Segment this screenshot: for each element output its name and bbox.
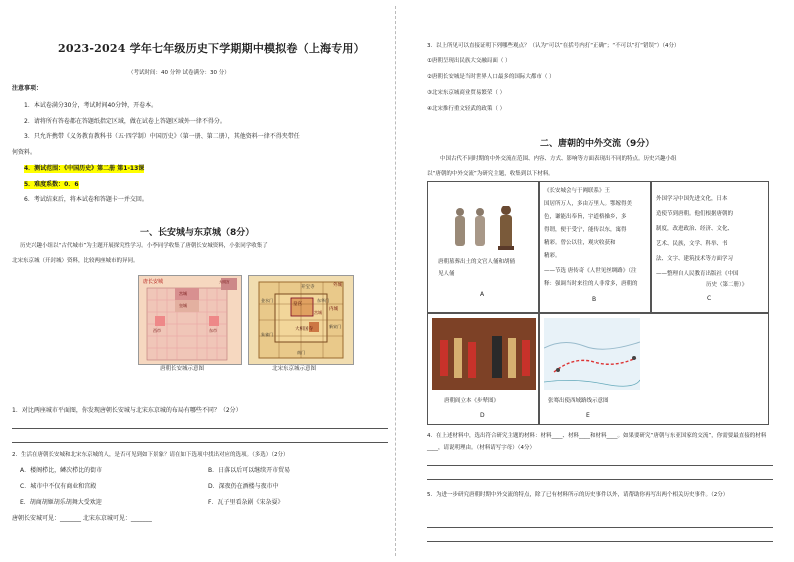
material-b-line-5: 精彩。曾公以往，观灾收获和 <box>544 240 616 246</box>
material-c-letter: C <box>707 295 712 302</box>
section1-intro-1: 历史兴趣小组以“古代城市”为主题开展探究性学习。小李同学收集了唐朝长安城资料，小张同学收集了 <box>20 243 268 249</box>
figurines-image <box>438 206 548 266</box>
note-5: 5．难度系数：0．6 <box>24 181 79 188</box>
material-a-caption-2: 见人俑 <box>438 271 455 277</box>
material-b-line-8: 释：强调当时来往的人非常多，唐朝的 <box>544 281 638 287</box>
changan-map-caption: 唐朝长安城示意图 <box>160 366 205 372</box>
note-4: 4．测试范围：《中国历史》第二册 第1-13课 <box>24 165 145 172</box>
material-d-letter: D <box>480 412 485 419</box>
left-column <box>0 0 390 562</box>
q3-item-2: ②唐朝长安城是当时世界人口最多的国际大都市（ ） <box>427 74 555 80</box>
option-e: E．胡商胡姬胡乐胡舞大受欢迎 <box>20 499 102 506</box>
material-c <box>651 181 769 313</box>
changan-east-market-label: 东市 <box>209 328 217 333</box>
material-e-letter: E <box>586 412 590 419</box>
dongjing-outer-city-label: 外城 <box>333 283 342 288</box>
note-2: 2．请将所有答卷都在答题纸指定区域，做在试卷上答题区域外一律不得分。 <box>24 118 226 125</box>
option-d: D．深夜仍在酒楼与夜市中 <box>208 483 279 490</box>
section2-intro-1: 中国古代不同时期的中外交流在范围、内容、方式、影响等方面表现出不同的特点。历史兴趣小组 <box>440 156 677 162</box>
material-a <box>427 181 539 313</box>
q5-answer-line-1[interactable] <box>427 527 773 528</box>
changan-map-label: 唐长安城 <box>143 279 164 285</box>
q4-answer-line-2[interactable] <box>427 479 773 480</box>
dongjing-jinshui-gate-label: 金水门 <box>261 298 273 303</box>
note-3: 3．只允许携带《义务教育教科书（五·四学制）中国历史》（第一册、第二册），其他资料一律不得夹带任 <box>24 133 300 140</box>
dongjing-map-caption: 北宋东京城示意图 <box>272 366 317 372</box>
changan-daming-palace-label: 大明宫 <box>219 280 230 284</box>
q5-answer-line-2[interactable] <box>427 541 773 542</box>
material-b-line-6: 精彩。 <box>544 253 561 259</box>
right-column <box>400 0 794 562</box>
material-c-line-5: 法、文字、建筑技术等方面学习 <box>656 256 734 262</box>
dongjing-zhuque-gate-label: 朱雀门 <box>261 332 273 337</box>
material-b-line-4: 得谓，便于受宁，能传以东，寓得 <box>544 227 627 233</box>
material-c-line-6: ——整理自人民教育出版社《中国 <box>656 271 739 277</box>
column-divider <box>395 6 396 556</box>
q3-item-3: ③北宋东京城商业贸易繁荣（ ） <box>427 90 506 96</box>
material-b <box>539 181 651 313</box>
section2-intro-2: 以“唐朝的中外交流”为研究主题，收集到以下材料。 <box>427 171 554 177</box>
material-d-caption: 唐朝阎立本《步辇图》 <box>444 398 500 404</box>
material-b-line-3: 色，谦能出奉旨，宇道格操乡，多 <box>544 214 627 220</box>
question-3: 3．以上所见可以直接证明下列哪些观点？（认为“可以”在括号内打“正确”；“不可以”打“错误”）（4分） <box>427 43 680 49</box>
painting-image <box>432 318 536 390</box>
material-b-letter: B <box>592 296 597 303</box>
q1-answer-line-2[interactable] <box>12 442 388 443</box>
note-6: 6．考试结束后，将本试卷和答题卡一并交回。 <box>24 196 148 203</box>
material-e <box>539 313 769 425</box>
q3-item-4: ④北宋推行重文轻武的政策（ ） <box>427 106 506 112</box>
question-4: 4．在上述材料中，选出符合研究主题的材料：材料____、材料____和材料____。如果要研究“唐朝与东亚国家的交流”，你需要最直接的材料____，请说明理由。（材料请写字母）（4分） <box>427 433 767 451</box>
dongjing-inner-city-label: 内城 <box>329 307 338 312</box>
changan-west-market-label: 西市 <box>153 328 161 333</box>
note-1: 1．本试卷满分30分，考试时间40分钟，开卷本。 <box>24 102 158 109</box>
material-c-line-4: 艺术、民族，文学、科举、书 <box>656 241 728 247</box>
material-b-line-7: ——节选 唐传奇《人世见丝绸路》（注 <box>544 268 637 274</box>
material-b-line-1: 《长安城会与于阗联系》王 <box>544 188 611 194</box>
material-e-caption: 张骞出使西域路线示意图 <box>548 398 609 404</box>
section1-intro-2: 北宋东京城（开封城）资料，比较两座城市的异同。 <box>12 258 139 264</box>
changan-map <box>138 275 242 365</box>
question-5: 5．为进一步研究唐朝时期中外交流的特点，除了已有材料所示的历史事件以外，请帮助你再写出两个相关历史事件。（2分） <box>427 492 729 498</box>
section1-title: 一、长安城与东京城（8分） <box>140 228 255 238</box>
material-b-line-2: 国居所万人，多由万里人。鄂嫁得美 <box>544 201 633 207</box>
changan-imperial-city-label: 皇城 <box>179 303 187 308</box>
option-c: C．城市中不仅有商业和宫殿 <box>20 483 97 490</box>
material-a-caption: 唐朝墓葬出土的文官人俑和胡俑 <box>438 259 516 265</box>
exam-subtitle: （考试时间：40 分钟 试卷满分：30 分） <box>128 70 230 76</box>
option-a: A．楼阁栉比，鳞次栉比的街市 <box>20 467 103 474</box>
changan-palace-label: 宫城 <box>179 291 187 296</box>
note-3-cont: 何资料。 <box>12 149 37 156</box>
option-f: F．瓦子里看杂剧《宋杂耍》 <box>208 499 284 506</box>
notes-label: 注意事项： <box>12 85 43 92</box>
question-1: 1．对比两座城市平面图，你发现唐朝长安城与北宋东京城的布局有哪些不同？（2分） <box>12 407 242 414</box>
question-2: 2．生活在唐朝长安城和北宋东京城的人，是否可见到如下景象？请在如下选项中找出对应的选项。（多选）（2分） <box>12 452 289 458</box>
q4-answer-line-1[interactable] <box>427 465 773 466</box>
route-map-image <box>544 318 640 390</box>
material-c-line-1: 外国学习中国先进文化，日本 <box>656 196 728 202</box>
option-b: B．日落以后可以继续开市贸易 <box>208 467 291 474</box>
q2-answer-line[interactable]: 唐朝长安城可见：_______ 北宋东京城可见：_______ <box>12 515 152 522</box>
material-a-letter: A <box>480 291 485 298</box>
dongjing-map <box>248 275 354 365</box>
section2-title: 二、唐朝的中外交流（9分） <box>540 139 655 149</box>
dongjing-south-gate-label: 南门 <box>297 350 305 355</box>
changan-map-drawing <box>139 276 241 364</box>
dongjing-xiangguo-temple-label: 大相国寺 <box>295 327 313 332</box>
dongjing-donghua-gate-label: 东华门 <box>317 298 329 303</box>
exam-title: 2023-2024 学年七年级历史下学期期中模拟卷（上海专用） <box>58 42 365 55</box>
dongjing-xinsong-gate-label: 新宋门 <box>329 324 341 329</box>
dongjing-palace-city-label: 宫城 <box>314 310 322 315</box>
material-c-line-7: 历史（第二册）》 <box>706 282 748 288</box>
dongjing-kaibao-temple-label: 开宝寺 <box>301 285 315 290</box>
material-d <box>427 313 539 425</box>
material-c-line-2: 造使节到唐朝。他们根据唐朝的 <box>656 211 734 217</box>
dongjing-palace-label: 皇宫 <box>293 302 302 307</box>
material-c-line-3: 制度，改进政治、经济、文化、 <box>656 226 734 232</box>
q3-item-1: ①唐朝呈现出民族大交融局面（ ） <box>427 58 511 64</box>
q1-answer-line-1[interactable] <box>12 428 388 429</box>
